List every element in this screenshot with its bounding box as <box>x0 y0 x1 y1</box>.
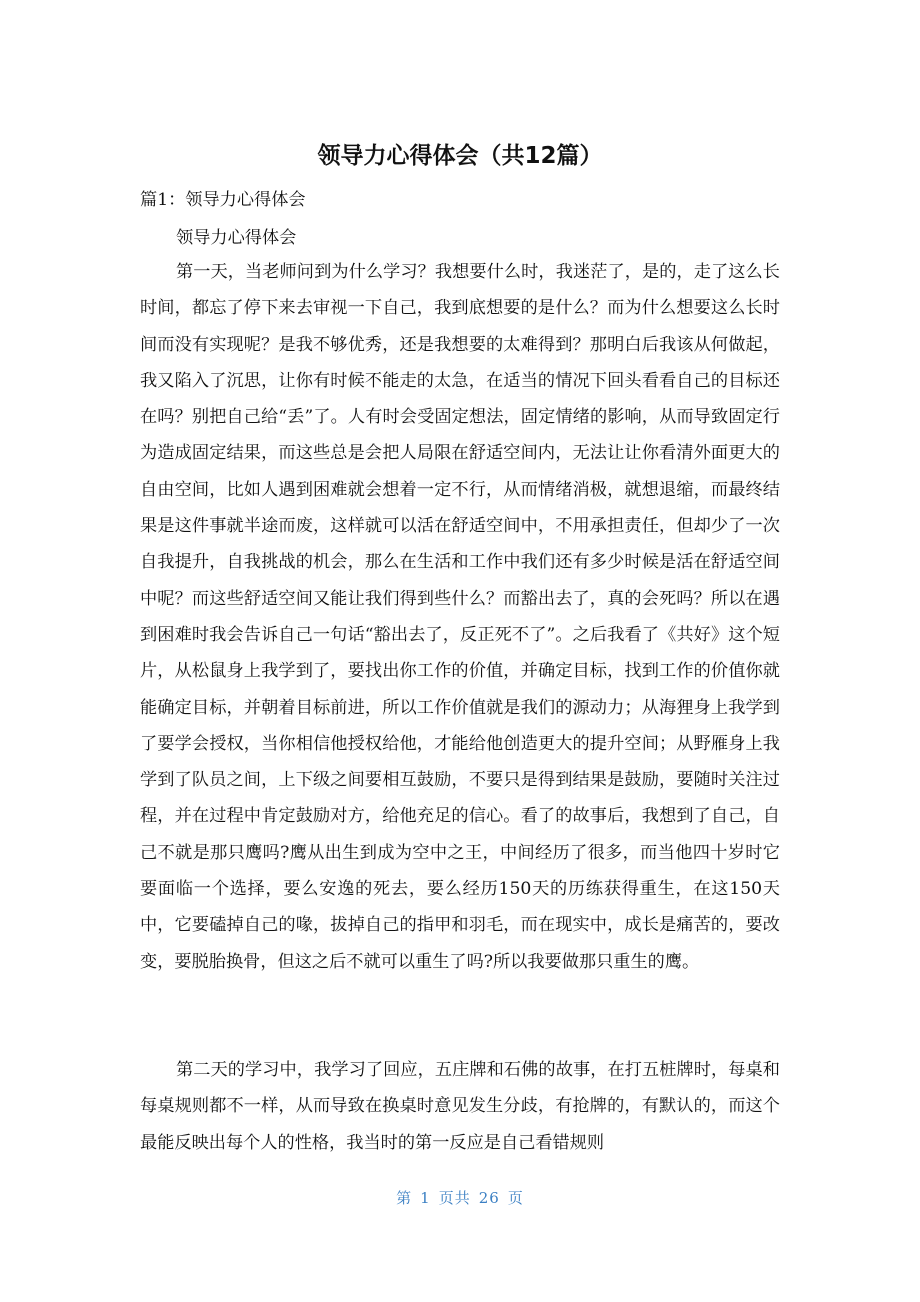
footer-total-pages: 26 <box>478 1189 500 1207</box>
body-paragraph-2: 第二天的学习中，我学习了回应，五庄牌和石佛的故事，在打五桩牌时，每桌和每桌规则都不一样，从而导致在换桌时意见发生分歧，有抢牌的，有默认的，而这个最能反映出每个人的性格，我当时的第一反应是自己看错规则 <box>140 1060 780 1153</box>
footer-page-of: 页共 <box>438 1189 471 1207</box>
body-paragraph-1: 第一天，当老师问到为什么学习？我想要什么时，我迷茫了，是的，走了这么长时间，都忘了停下来去审视一下自己，我到底想要的是什么？而为什么想要这么长时间而没有实现呢？是我不够优秀，还是我想要的太难得到？那明白后我该从何做起，我又陷入了沉思，让你有时候不能走的太急，在适当的情况下回头看看自己的目标还在吗？别把自己给“丢”了。人有时会受固定想法，固定情绪的影响，从而导致固定行为造成固定结果，而这些总是会把人局限在舒适空间内，无法让让你看清外面更大的自由空间，比如人遇到困难就会想着一定不行，从而情绪消极，就想退缩，而最终结果是这件事就半途而废，这样就可以活在舒适空间中，不用承担责任，但却少了一次自我提升，自我挑战的机会，那么在生活和工作中我们还有多少时候是活在舒适空间中呢？而这些舒适空间又能让我们得到些什么？而豁出去了，真的会死吗？所以在遇到困难时我会告诉自己一句话“豁出去了，反正死不了”。之后我看了《共好》这个短片，从松鼠身上我学到了，要找出你工作的价值，并确定目标，找到工作的价值你就能确定目标，并朝着目标前进，所以工作价值就是我们的源动力；从海狸身上我学到了要学会授权，当你相信他授权给他，才能给他创造更大的提升空间；从野雁身上我学到了队员之间，上下级之间要相互鼓励，不要只是得到结果是鼓励，要随时关注过程，并在过程中肯定鼓励对方，给他充足的信心。看了的故事后，我想到了自己，自己不就是那只鹰吗?鹰从出生到成为空中之王，中间经历了很多，而当他四十岁时它要面临一个选择，要么安逸的死去，要么经历150天的历练获得重生，在这150天中，它要磕掉自己的喙，拔掉自己的指甲和羽毛，而在现实中，成长是痛苦的，要改变，要脱胎换骨，但这之后不就可以重生了吗?所以我要做那只重生的鹰。 <box>140 262 780 972</box>
footer-page-number: 1 <box>420 1189 431 1207</box>
document-title: 领导力心得体会（共12篇） <box>317 143 603 169</box>
page-footer <box>0 1186 920 1210</box>
section-label: 篇1：领导力心得体会 <box>140 190 306 210</box>
footer-page-suffix: 页 <box>507 1189 524 1207</box>
section-subheading: 领导力心得体会 <box>176 228 297 248</box>
footer-page-word: 第 <box>396 1189 413 1207</box>
